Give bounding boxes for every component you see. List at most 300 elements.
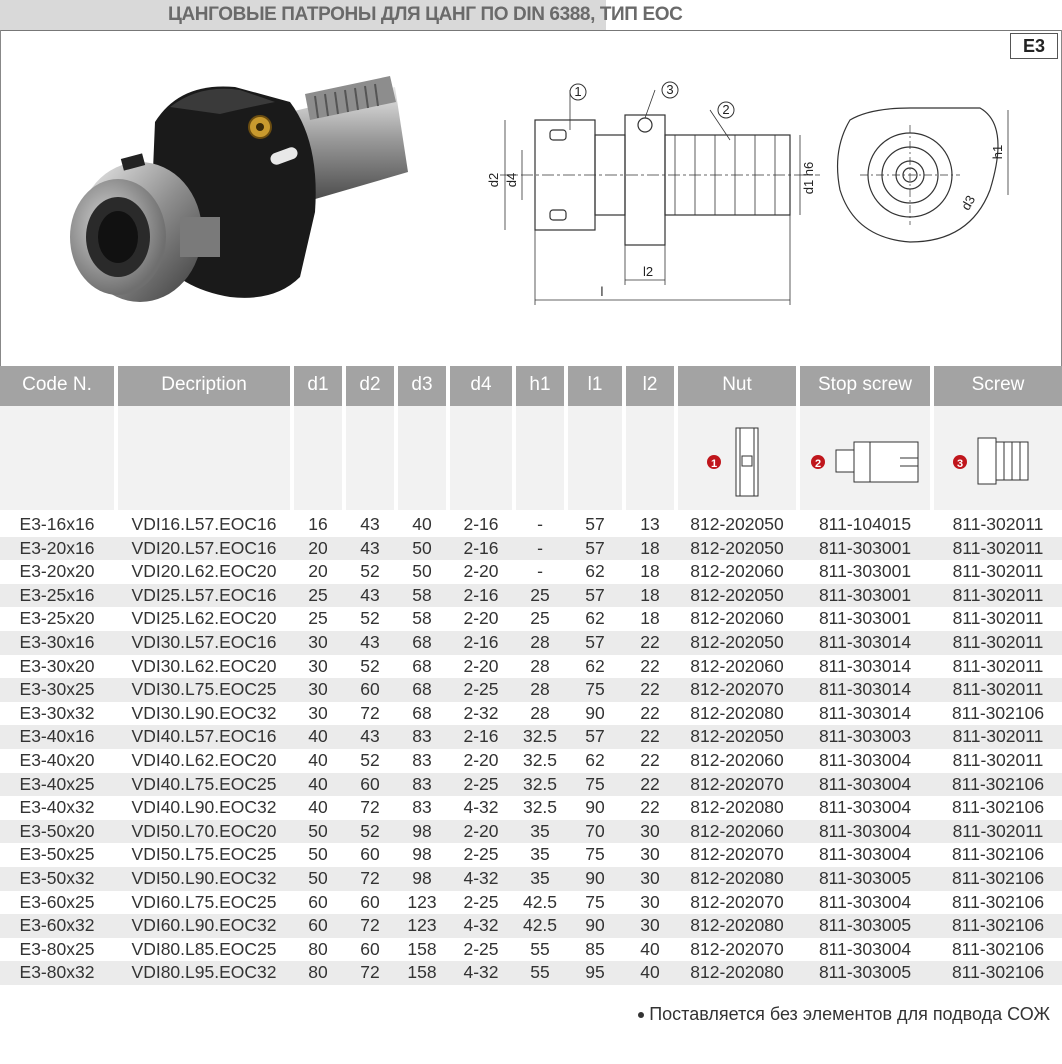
cell-d1: 40 xyxy=(308,773,328,794)
cell-d1: 50 xyxy=(308,867,328,888)
table-row xyxy=(0,678,1062,702)
cell-description: VDI25.L62.EOC20 xyxy=(131,608,277,629)
cell-d1: 25 xyxy=(308,584,328,605)
cell-nut: 812-202050 xyxy=(690,726,784,747)
cell-description: VDI40.L75.EOC25 xyxy=(131,773,277,794)
cell-d2: 52 xyxy=(360,561,380,582)
cell-d4: 2-16 xyxy=(463,537,499,558)
table-row xyxy=(0,938,1062,962)
cell-l1: 62 xyxy=(585,608,605,629)
icon-band-l1 xyxy=(568,406,622,510)
cell-stop-screw: 811-104015 xyxy=(818,514,912,534)
cell-code: E3-25x16 xyxy=(19,584,95,605)
col-d1: d1 xyxy=(294,366,342,406)
cell-d4: 4-32 xyxy=(463,797,499,818)
cell-description: VDI80.L85.EOC25 xyxy=(131,938,277,959)
footnote-text: Поставляется без элементов для подвода СОЖ xyxy=(649,1004,1050,1024)
cell-d4: 2-16 xyxy=(463,631,499,652)
cell-screw: 811-302011 xyxy=(952,820,1044,841)
table-row xyxy=(0,891,1062,915)
cell-d3: 158 xyxy=(407,962,437,983)
cell-l2: 30 xyxy=(640,891,660,912)
cell-stop-screw: 811-303004 xyxy=(818,891,912,912)
cell-d2: 60 xyxy=(360,844,380,865)
cell-l1: 57 xyxy=(585,537,605,558)
cell-code: E3-16x16 xyxy=(19,514,95,534)
cell-description: VDI50.L90.EOC32 xyxy=(131,867,277,888)
cell-description: VDI30.L57.EOC16 xyxy=(131,631,277,652)
cell-stop-screw: 811-303004 xyxy=(818,773,912,794)
cell-d2: 72 xyxy=(360,867,380,888)
cell-description: VDI40.L62.EOC20 xyxy=(131,749,277,770)
table-row xyxy=(0,560,1062,584)
table-row xyxy=(0,631,1062,655)
cell-d2: 43 xyxy=(360,514,380,534)
cell-d2: 72 xyxy=(360,962,380,983)
cell-l1: 95 xyxy=(585,962,605,983)
cell-screw: 811-302011 xyxy=(952,655,1044,676)
cell-h1: 32.5 xyxy=(522,797,558,818)
cell-screw: 811-302011 xyxy=(952,679,1044,700)
table-row xyxy=(0,820,1062,844)
icon-band-description xyxy=(118,406,290,510)
cell-l1: 90 xyxy=(585,867,605,888)
dim-h1: h1 xyxy=(990,144,1005,160)
cell-l2: 40 xyxy=(640,938,660,959)
cell-nut: 812-202080 xyxy=(690,797,784,818)
screw-icon xyxy=(934,406,1062,510)
cell-d1: 40 xyxy=(308,726,328,747)
cell-description: VDI60.L75.EOC25 xyxy=(131,891,277,912)
cell-stop-screw: 811-303004 xyxy=(818,938,912,959)
cell-h1: - xyxy=(537,514,543,534)
cell-d3: 68 xyxy=(412,702,432,723)
cell-h1: 28 xyxy=(530,631,550,652)
cell-nut: 812-202050 xyxy=(690,631,784,652)
cell-d3: 123 xyxy=(407,891,437,912)
cell-l2: 30 xyxy=(640,844,660,865)
cell-l2: 30 xyxy=(640,867,660,888)
icon-band-d4 xyxy=(450,406,512,510)
cell-stop-screw: 811-303004 xyxy=(818,797,912,818)
cell-stop-screw: 811-303001 xyxy=(818,608,912,629)
cell-l1: 75 xyxy=(585,773,605,794)
cell-d2: 43 xyxy=(360,631,380,652)
cell-screw: 811-302106 xyxy=(951,867,1045,888)
cell-l2: 18 xyxy=(640,537,660,558)
cell-stop-screw: 811-303005 xyxy=(818,867,912,888)
dim-d1: d1 h6 xyxy=(801,161,816,195)
cell-h1: 42.5 xyxy=(522,891,558,912)
cell-h1: 32.5 xyxy=(522,749,558,770)
callout-3: 3 xyxy=(666,82,674,97)
part-marker-1: 1 xyxy=(710,458,718,470)
cell-code: E3-40x25 xyxy=(19,773,95,794)
cell-nut: 812-202060 xyxy=(690,749,784,770)
cell-code: E3-50x32 xyxy=(19,867,95,888)
type-badge: E3 xyxy=(1010,33,1058,59)
cell-d3: 58 xyxy=(412,584,432,605)
cell-l2: 18 xyxy=(640,561,660,582)
icon-band-nut xyxy=(678,406,796,510)
cell-stop-screw: 811-303004 xyxy=(818,844,912,865)
cell-nut: 812-202060 xyxy=(690,561,784,582)
cell-h1: 32.5 xyxy=(522,726,558,747)
cell-d4: 2-16 xyxy=(463,584,499,605)
cell-l1: 75 xyxy=(585,891,605,912)
cell-d1: 60 xyxy=(308,891,328,912)
cell-screw: 811-302106 xyxy=(951,938,1045,959)
cell-code: E3-40x16 xyxy=(19,726,95,747)
cell-d3: 50 xyxy=(412,537,432,558)
cell-stop-screw: 811-303005 xyxy=(818,962,912,983)
cell-d4: 2-20 xyxy=(463,749,499,770)
cell-h1: 32.5 xyxy=(522,773,558,794)
front-view xyxy=(838,108,998,242)
cell-d1: 30 xyxy=(308,702,328,723)
cell-d4: 2-25 xyxy=(463,679,499,700)
cell-h1: 42.5 xyxy=(522,915,558,936)
cell-screw: 811-302011 xyxy=(952,608,1044,629)
cell-d2: 60 xyxy=(360,891,380,912)
cell-code: E3-30x32 xyxy=(19,702,95,723)
cell-screw: 811-302106 xyxy=(951,773,1045,794)
cell-nut: 812-202080 xyxy=(690,915,784,936)
cell-screw: 811-302106 xyxy=(951,844,1045,865)
icon-band-d1 xyxy=(294,406,342,510)
cell-d3: 98 xyxy=(412,820,432,841)
left-frame-line xyxy=(0,30,1,366)
cell-code: E3-60x32 xyxy=(19,915,95,936)
cell-screw: 811-302106 xyxy=(951,891,1045,912)
cell-l2: 22 xyxy=(640,773,660,794)
cell-stop-screw: 811-303004 xyxy=(818,820,912,841)
cell-d1: 30 xyxy=(308,679,328,700)
cell-d2: 52 xyxy=(360,655,380,676)
cell-l2: 13 xyxy=(640,514,660,534)
cell-stop-screw: 811-303005 xyxy=(818,915,912,936)
cell-d3: 83 xyxy=(412,749,432,770)
cell-l1: 90 xyxy=(585,915,605,936)
cell-stop-screw: 811-303001 xyxy=(818,537,912,558)
dim-d2: d2 xyxy=(486,172,501,188)
cell-nut: 812-202060 xyxy=(690,608,784,629)
cell-d3: 83 xyxy=(412,773,432,794)
cell-l2: 22 xyxy=(640,702,660,723)
cell-screw: 811-302106 xyxy=(951,962,1045,983)
cell-code: E3-30x16 xyxy=(19,631,95,652)
cell-d4: 2-20 xyxy=(463,561,499,582)
cell-h1: 35 xyxy=(530,820,550,841)
cell-description: VDI50.L75.EOC25 xyxy=(131,844,277,865)
cell-d2: 43 xyxy=(360,726,380,747)
callout-1: 1 xyxy=(574,84,582,99)
cell-code: E3-30x25 xyxy=(19,679,95,700)
side-view xyxy=(500,115,820,245)
cell-d4: 2-16 xyxy=(463,726,499,747)
cell-description: VDI40.L90.EOC32 xyxy=(131,797,277,818)
cell-h1: 25 xyxy=(530,584,550,605)
cell-d3: 58 xyxy=(412,608,432,629)
cell-description: VDI60.L90.EOC32 xyxy=(131,915,277,936)
cell-description: VDI40.L57.EOC16 xyxy=(131,726,277,747)
cell-description: VDI30.L75.EOC25 xyxy=(131,679,277,700)
cell-d1: 80 xyxy=(308,938,328,959)
part-marker-3: 3 xyxy=(956,458,964,470)
cell-l1: 75 xyxy=(585,679,605,700)
cell-description: VDI30.L90.EOC32 xyxy=(131,702,277,723)
cell-d3: 98 xyxy=(412,844,432,865)
cell-h1: 25 xyxy=(530,608,550,629)
cell-l2: 18 xyxy=(640,584,660,605)
data-table-body xyxy=(0,513,1062,985)
cell-d2: 60 xyxy=(360,679,380,700)
cell-d4: 2-25 xyxy=(463,938,499,959)
cell-d3: 158 xyxy=(407,938,437,959)
cell-l1: 62 xyxy=(585,749,605,770)
table-row xyxy=(0,607,1062,631)
cell-d1: 30 xyxy=(308,631,328,652)
part-marker-2: 2 xyxy=(814,458,822,470)
cell-screw: 811-302106 xyxy=(951,702,1045,723)
col-stop-screw: Stop screw xyxy=(800,366,930,406)
cell-l2: 30 xyxy=(640,915,660,936)
cell-d4: 4-32 xyxy=(463,962,499,983)
cell-l1: 90 xyxy=(585,702,605,723)
callout-2: 2 xyxy=(722,102,730,117)
cell-description: VDI25.L57.EOC16 xyxy=(131,584,277,605)
title-divider xyxy=(0,30,1062,31)
cell-d2: 52 xyxy=(360,608,380,629)
cell-d1: 40 xyxy=(308,749,328,770)
footnote xyxy=(0,1004,1050,1025)
cell-d2: 43 xyxy=(360,584,380,605)
cell-d2: 43 xyxy=(360,537,380,558)
drawing-callouts xyxy=(570,82,734,118)
cell-stop-screw: 811-303001 xyxy=(818,584,912,605)
cell-d4: 4-32 xyxy=(463,867,499,888)
cell-d1: 40 xyxy=(308,797,328,818)
cell-stop-screw: 811-303004 xyxy=(818,749,912,770)
cell-code: E3-50x20 xyxy=(19,820,95,841)
cell-l1: 85 xyxy=(585,938,605,959)
cell-code: E3-80x32 xyxy=(19,962,95,983)
cell-screw: 811-302011 xyxy=(952,749,1044,770)
cell-d2: 52 xyxy=(360,749,380,770)
cell-nut: 812-202050 xyxy=(690,537,784,558)
icon-band-code xyxy=(0,406,114,510)
col-d2: d2 xyxy=(346,366,394,406)
cell-screw: 811-302106 xyxy=(951,915,1045,936)
table-header xyxy=(0,366,1062,406)
cell-code: E3-50x25 xyxy=(19,844,95,865)
cell-screw: 811-302106 xyxy=(951,797,1045,818)
icon-band-l2 xyxy=(626,406,674,510)
cell-h1: 55 xyxy=(530,962,550,983)
cell-screw: 811-302011 xyxy=(952,584,1044,605)
cell-h1: 28 xyxy=(530,702,550,723)
cell-description: VDI50.L70.EOC20 xyxy=(131,820,277,841)
cell-code: E3-20x16 xyxy=(19,537,95,558)
icon-band-h1 xyxy=(516,406,564,510)
col-code: Code N. xyxy=(0,366,114,406)
cell-d4: 2-25 xyxy=(463,891,499,912)
dim-d4: d4 xyxy=(504,172,519,188)
cell-d1: 25 xyxy=(308,608,328,629)
cell-h1: - xyxy=(537,537,543,558)
icon-band-screw xyxy=(934,406,1062,510)
cell-screw: 811-302011 xyxy=(952,726,1044,747)
cell-d3: 50 xyxy=(412,561,432,582)
cell-d3: 68 xyxy=(412,679,432,700)
cell-h1: 35 xyxy=(530,867,550,888)
cell-d2: 72 xyxy=(360,702,380,723)
cell-d4: 2-25 xyxy=(463,773,499,794)
cell-d3: 68 xyxy=(412,631,432,652)
bullet-icon xyxy=(638,1012,644,1018)
cell-d3: 98 xyxy=(412,867,432,888)
cell-screw: 811-302011 xyxy=(952,561,1044,582)
page-title: ЦАНГОВЫЕ ПАТРОНЫ ДЛЯ ЦАНГ ПО DIN 6388, ТИП EOC xyxy=(0,0,606,30)
cell-l2: 30 xyxy=(640,820,660,841)
cell-code: E3-40x20 xyxy=(19,749,95,770)
cell-nut: 812-202080 xyxy=(690,867,784,888)
cell-l2: 22 xyxy=(640,749,660,770)
cell-l1: 57 xyxy=(585,584,605,605)
cell-stop-screw: 811-303003 xyxy=(818,726,912,747)
cell-d3: 123 xyxy=(407,915,437,936)
col-description: Decription xyxy=(118,366,290,406)
cell-screw: 811-302011 xyxy=(952,537,1044,558)
cell-l2: 22 xyxy=(640,655,660,676)
cell-h1: 55 xyxy=(530,938,550,959)
table-row xyxy=(0,773,1062,797)
cell-code: E3-30x20 xyxy=(19,655,95,676)
table-row xyxy=(0,702,1062,726)
cell-nut: 812-202070 xyxy=(690,773,784,794)
cell-nut: 812-202070 xyxy=(690,891,784,912)
table-row xyxy=(0,796,1062,820)
cell-stop-screw: 811-303001 xyxy=(818,561,912,582)
table-row xyxy=(0,513,1062,537)
cell-screw: 811-302011 xyxy=(952,631,1044,652)
cell-d2: 72 xyxy=(360,797,380,818)
col-d4: d4 xyxy=(450,366,512,406)
cell-description: VDI20.L57.EOC16 xyxy=(131,537,277,558)
cell-d4: 2-16 xyxy=(463,514,499,534)
table-row xyxy=(0,867,1062,891)
cell-nut: 812-202050 xyxy=(690,584,784,605)
cell-code: E3-60x25 xyxy=(19,891,95,912)
cell-l1: 57 xyxy=(585,631,605,652)
col-nut: Nut xyxy=(678,366,796,406)
cell-code: E3-80x25 xyxy=(19,938,95,959)
col-l1: l1 xyxy=(568,366,622,406)
cell-d3: 40 xyxy=(412,514,432,534)
cell-d4: 2-25 xyxy=(463,844,499,865)
dim-d3: d3 xyxy=(957,192,979,213)
dimension-lines xyxy=(505,90,1008,305)
cell-l2: 40 xyxy=(640,962,660,983)
icon-band-d3 xyxy=(398,406,446,510)
cell-d4: 2-20 xyxy=(463,608,499,629)
table-row xyxy=(0,584,1062,608)
cell-d4: 2-32 xyxy=(463,702,499,723)
cell-l2: 18 xyxy=(640,608,660,629)
table-row xyxy=(0,843,1062,867)
cell-l2: 22 xyxy=(640,726,660,747)
col-screw: Screw xyxy=(934,366,1062,406)
nut-icon xyxy=(678,406,796,510)
cell-l2: 22 xyxy=(640,797,660,818)
col-l2: l2 xyxy=(626,366,674,406)
cell-l1: 90 xyxy=(585,797,605,818)
table-row xyxy=(0,537,1062,561)
cell-nut: 812-202070 xyxy=(690,844,784,865)
cell-d3: 68 xyxy=(412,655,432,676)
dim-l: l xyxy=(600,284,604,299)
dim-l2: l2 xyxy=(642,264,654,279)
cell-nut: 812-202080 xyxy=(690,962,784,983)
cell-description: VDI30.L62.EOC20 xyxy=(131,655,277,676)
cell-h1: 28 xyxy=(530,679,550,700)
table-row xyxy=(0,725,1062,749)
cell-nut: 812-202050 xyxy=(690,514,784,534)
cell-description: VDI16.L57.EOC16 xyxy=(131,514,277,534)
table-row xyxy=(0,749,1062,773)
cell-l1: 62 xyxy=(585,561,605,582)
cell-d1: 80 xyxy=(308,962,328,983)
cell-nut: 812-202070 xyxy=(690,679,784,700)
cell-code: E3-20x20 xyxy=(19,561,95,582)
table-row xyxy=(0,655,1062,679)
cell-d1: 50 xyxy=(308,844,328,865)
cell-d4: 4-32 xyxy=(463,915,499,936)
cell-d1: 20 xyxy=(308,561,328,582)
technical-drawing xyxy=(480,70,1040,315)
cell-l1: 57 xyxy=(585,726,605,747)
cell-l1: 70 xyxy=(585,820,605,841)
cell-description: VDI20.L62.EOC20 xyxy=(131,561,277,582)
cell-stop-screw: 811-303014 xyxy=(818,679,912,700)
cell-d2: 60 xyxy=(360,773,380,794)
cell-h1: 28 xyxy=(530,655,550,676)
cell-d1: 20 xyxy=(308,537,328,558)
cell-stop-screw: 811-303014 xyxy=(818,631,912,652)
cell-d4: 2-20 xyxy=(463,655,499,676)
cell-screw: 811-302011 xyxy=(952,514,1044,534)
cell-code: E3-25x20 xyxy=(19,608,95,629)
cell-l1: 62 xyxy=(585,655,605,676)
table-row xyxy=(0,961,1062,985)
cell-stop-screw: 811-303014 xyxy=(818,655,912,676)
cell-l1: 75 xyxy=(585,844,605,865)
cell-d2: 72 xyxy=(360,915,380,936)
cell-l2: 22 xyxy=(640,679,660,700)
col-h1: h1 xyxy=(516,366,564,406)
cell-d3: 83 xyxy=(412,726,432,747)
cell-d4: 2-20 xyxy=(463,820,499,841)
cell-d2: 52 xyxy=(360,820,380,841)
cell-code: E3-40x32 xyxy=(19,797,95,818)
stop-screw-icon xyxy=(800,406,930,510)
col-d3: d3 xyxy=(398,366,446,406)
cell-l1: 57 xyxy=(585,514,605,534)
cell-nut: 812-202070 xyxy=(690,938,784,959)
cell-description: VDI80.L95.EOC32 xyxy=(131,962,277,983)
cell-l2: 22 xyxy=(640,631,660,652)
table-row xyxy=(0,914,1062,938)
